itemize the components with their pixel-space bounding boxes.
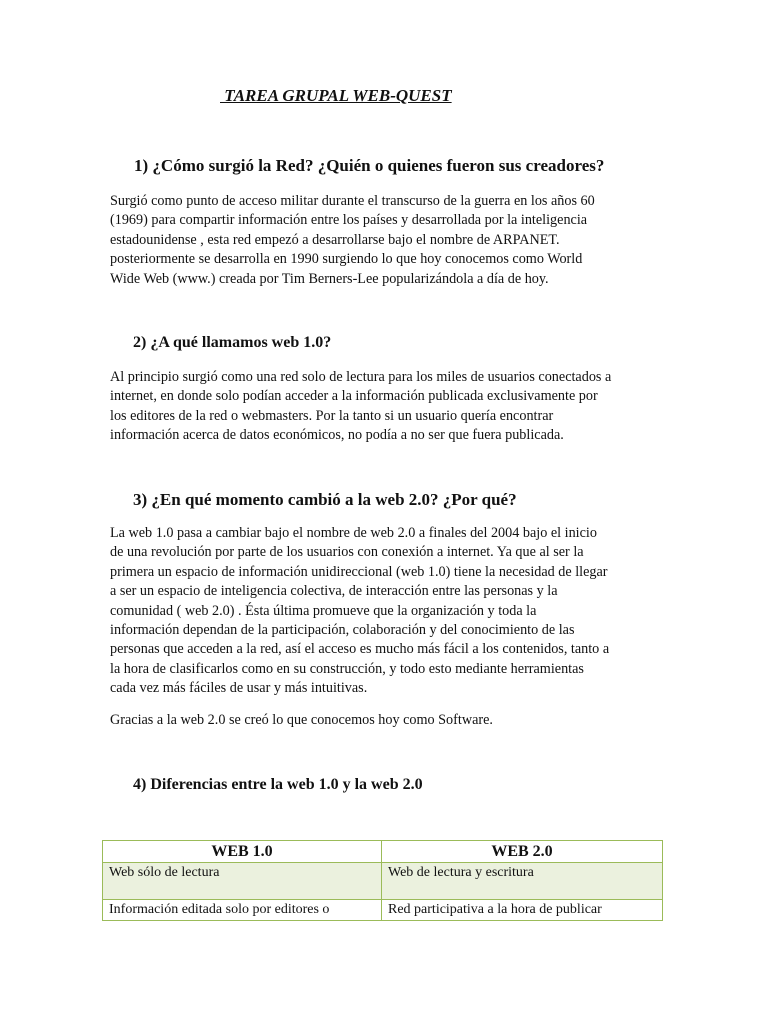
section-1-heading: 1) ¿Cómo surgió la Red? ¿Quién o quienes fueron sus creadores?: [134, 156, 605, 175]
comparison-table: [102, 840, 663, 921]
section-1-paragraph: Surgió como punto de acceso militar durante el transcurso de la guerra en los años 60 (1969) para compartir información entre los países y desarrollada por la inteligencia estadounidense , esta red empezó a desarrollarse bajo el nombre de ARPANET. posteriormente se desarrolla en 1990 surgiendo lo que hoy conocemos como World Wide Web (www.) creada por Tim Berners-Lee popularizándola a día de hoy.: [110, 193, 595, 287]
section-2-paragraph: Al principio surgió como una red solo de lectura para los miles de usuarios conectados a internet, en donde solo podían acceder a la información publicada exclusivamente por los editores de la red o webmasters. Por la tanto si un usuario quería encontrar información acerca de datos económicos, no podía a no ser que fuera publicada.: [110, 369, 612, 444]
section-3-paragraph: La web 1.0 pasa a cambiar bajo el nombre de web 2.0 a finales del 2004 bajo el inicio de una revolución por parte de los usuarios con conexión a internet. Ya que al ser la primera un espacio de información unidireccional (web 1.0) tiene la necesidad de llegar a ser un espacio de inteligencia colectiva, de interacción entre las personas y la comunidad ( web 2.0) . Ésta última promueve que la organización y toda la información dependan de la participación, colaboración y del conocimiento de las personas que acceden a la red, así el acceso es mucho más fácil a los contenidos, tanto a la hora de clasificarlos como en su construcción, y todo esto mediante herramientas cada vez más fáciles de usar y más intuitivas.: [110, 525, 610, 697]
table-header-web2: WEB 2.0: [382, 841, 663, 863]
section-3-heading: 3) ¿En qué momento cambió a la web 2.0? ¿Por qué?: [133, 490, 517, 509]
table-header-web1: WEB 1.0: [103, 841, 382, 863]
section-3-extra-paragraph: Gracias a la web 2.0 se creó lo que conocemos hoy como Software.: [110, 712, 493, 728]
table-cell: Red participativa a la hora de publicar: [382, 900, 663, 921]
table-row: [103, 900, 663, 921]
section-4-heading: 4) Diferencias entre la web 1.0 y la web 2.0: [133, 776, 423, 793]
document-title: TAREA GRUPAL WEB-QUEST: [220, 86, 452, 105]
table-row: [103, 863, 663, 900]
table-cell: Web sólo de lectura: [103, 863, 382, 900]
section-2-heading: 2) ¿A qué llamamos web 1.0?: [133, 334, 332, 351]
table-cell: Web de lectura y escritura: [382, 863, 663, 900]
table-cell: Información editada solo por editores o: [103, 900, 382, 921]
table-header-row: [103, 841, 663, 863]
